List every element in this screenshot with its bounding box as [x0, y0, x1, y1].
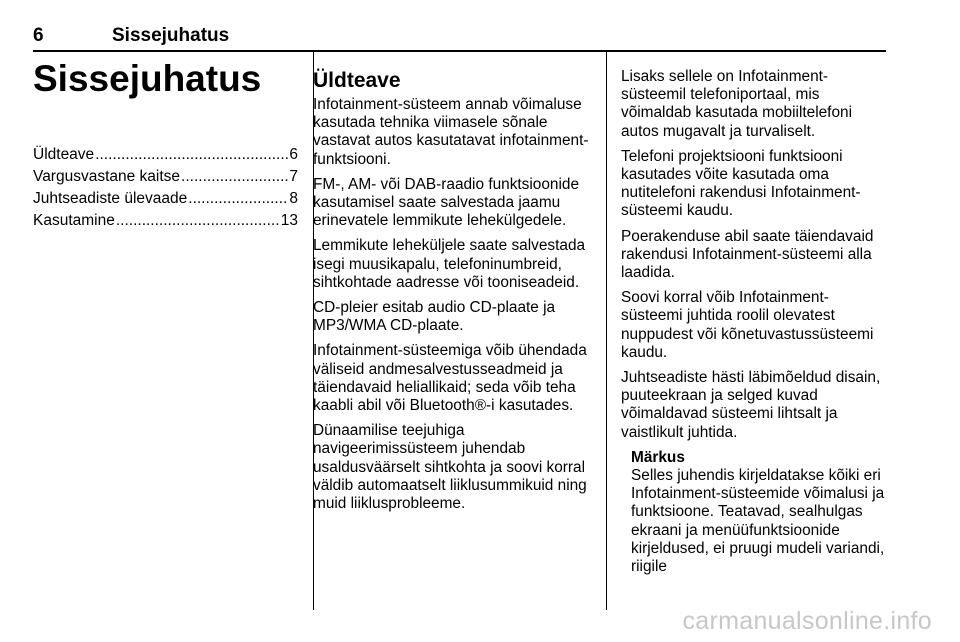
- column-right: [621, 68, 889, 576]
- paragraph: Infotainment-süsteemiga võib ühendada väliseid andmesalvestusseadmeid ja täiendavaid heliallikaid; seda võib teha kaabli abil või Bluetooth®-i kasutades.: [313, 342, 587, 415]
- paragraph: Poerakenduse abil saate täiendavaid rakendusi Infotainment-süsteemi alla laadida.: [621, 227, 874, 282]
- paragraph: Telefoni projektsiooni funktsiooni kasutades võite kasutada oma nutitelefoni rakendusi Infotainment-süsteemi kaudu.: [621, 147, 861, 220]
- page-number: 6: [33, 25, 44, 46]
- toc-item-label: Kasutamine: [33, 212, 115, 229]
- toc-item[interactable]: [33, 210, 298, 232]
- toc-leader-dots: [181, 166, 288, 188]
- toc-item-page: 13: [280, 212, 298, 229]
- paragraph: Dünaamilise teejuhiga navigeerimissüsteem juhendab usaldusväärselt sihtkohta ja soovi korral väldib automaatselt liiklusummikuid ning muid liiklusprobleeme.: [313, 422, 587, 513]
- toc-item[interactable]: [33, 188, 298, 210]
- paragraph: FM-, AM- või DAB-raadio funktsioonide kasutamisel saate salvestada jaamu erinevatele lemmikute lehekülgedele.: [313, 175, 580, 230]
- paragraph: CD-pleier esitab audio CD-plaate ja MP3/WMA CD-plaate.: [313, 299, 556, 335]
- toc-item-label: Juhtseadiste ülevaade: [33, 190, 188, 207]
- note-title: Märkus: [631, 448, 685, 466]
- toc-leader-dots: [188, 188, 288, 210]
- header-rule: [33, 50, 886, 52]
- table-of-contents: [33, 144, 298, 232]
- chapter-title: Sissejuhatus: [33, 58, 262, 99]
- paragraph: Juhtseadiste hästi läbimõeldud disain, puuteekraan ja selged kuvad võimaldavad süsteemi lihtsalt ja vaistlikult juhtida.: [621, 369, 881, 441]
- watermark: carmanualsonline.info: [682, 607, 932, 635]
- paragraph: Lisaks sellele on Infotainment-süsteemil telefoniportaal, mis võimaldab kasutada mobiiltelefoni autos mugavalt ja turvaliselt.: [621, 68, 852, 140]
- toc-item[interactable]: [33, 166, 298, 188]
- toc-item-page: 7: [289, 168, 298, 185]
- toc-leader-dots: [116, 210, 280, 232]
- running-header: Sissejuhatus: [112, 25, 230, 46]
- toc-item-label: Üldteave: [33, 146, 95, 163]
- note-text: Selles juhendis kirjeldatakse kõiki eri Infotainment-süsteemide võimalusi ja funktsioone. Teatavad, sealhulgas ekraani ja menüüfunktsioonide kirjeldused, ei pruugi mudeli variandi, riigile: [631, 467, 885, 576]
- column-divider-2: [606, 52, 607, 610]
- toc-item-page: 6: [289, 146, 298, 163]
- column-middle: [313, 68, 595, 520]
- toc-item[interactable]: [33, 144, 298, 166]
- toc-leader-dots: [95, 144, 288, 166]
- paragraph: Infotainment-süsteem annab võimaluse kasutada tehnika viimasele sõnale vastavat autos kasutatavat infotainment-funktsiooni.: [313, 96, 589, 168]
- toc-item-page: 8: [289, 190, 298, 207]
- section-title: Üldteave: [313, 69, 401, 92]
- paragraph: Lemmikute leheküljele saate salvestada isegi muusikapalu, telefoninumbreid, sihtkohtade aadresse või tooniseadeid.: [313, 237, 586, 291]
- paragraph: Soovi korral võib Infotainment-süsteemi juhtida roolil olevatest nuppudest või kõnetuvastussüsteemi kaudu.: [621, 289, 874, 361]
- note-box: [631, 449, 889, 576]
- toc-item-label: Vargusvastane kaitse: [33, 168, 181, 185]
